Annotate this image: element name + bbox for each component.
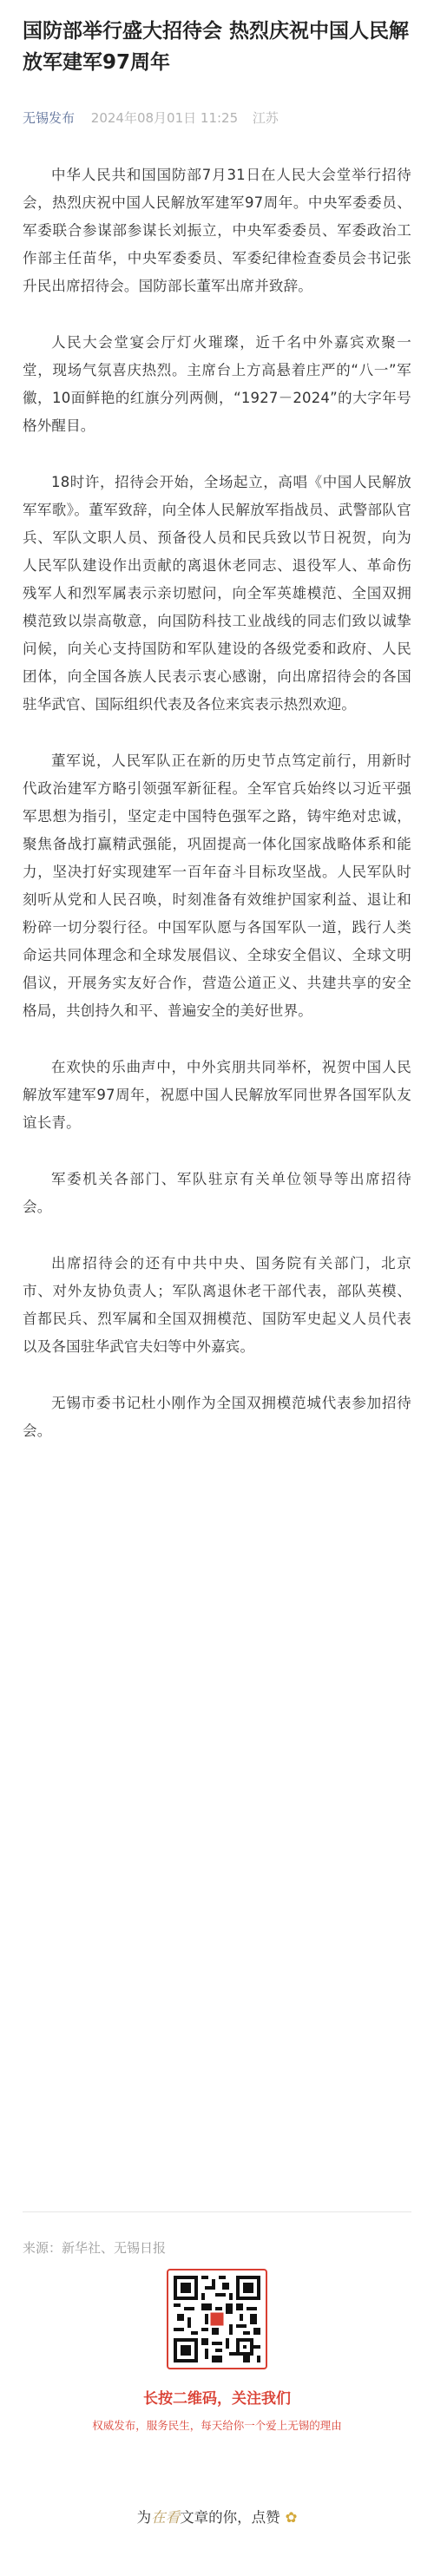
article-paragraph: 中华人民共和国国防部7月31日在人民大会堂举行招待会，热烈庆祝中国人民解放军建军97周年。中央军委委员、军委联合参谋部参谋长刘振立，中央军委委员、军委政治工作部主任苗华，中央军委委员、军委纪律检查委员会书记张升民出席招待会。国防部长董军出席并致辞。	[23, 167, 411, 294]
article-paragraph: 在欢快的乐曲声中，中外宾朋共同举杯，祝贺中国人民解放军建军97周年，祝愿中国人民解放军同世界各国军队友谊长青。	[23, 1059, 411, 1131]
footer-suffix: 文章的你，点赞	[180, 2509, 280, 2526]
article-paragraph: 人民大会堂宴会厅灯火璀璨，近千名中外嘉宾欢聚一堂，现场气氛喜庆热烈。主席台上方高悬着庄严的“八一”军徽，10面鲜艳的红旗分列两侧，“1927－2024”的大字年号格外醒目。	[23, 334, 411, 434]
article-title: 国防部举行盛大招待会 热烈庆祝中国人民解放军建军97周年	[23, 20, 410, 74]
publish-datetime: 2024年08月01日 11:25	[90, 110, 239, 126]
article-paragraph: 无锡市委书记杜小刚作为全国双拥模范城代表参加招待会。	[23, 1395, 411, 1439]
qr-code-icon[interactable]	[174, 2276, 260, 2362]
publish-location: 江苏	[252, 110, 279, 126]
footer-highlight: 在看	[151, 2509, 181, 2526]
qr-follow-prompt: 长按二维码，关注我们	[143, 2390, 291, 2408]
article-paragraph: 18时许，招待会开始，全场起立，高唱《中国人民解放军军歌》。董军致辞，向全体人民解放军指战员、武警部队官兵、军队文职人员、预备役人员和民兵致以节日祝贺，向为人民军队建设作出贡献的离退休老同志、退役军人、革命伤残军人和烈军属表示亲切慰问，向全军英雄模范、全国双拥模范致以崇高敬意，向国防科技工业战线的同志们致以诚挚问候，向关心支持国防和军队建设的各级党委和政府、人民团体，向全国各族人民表示衷心感谢，向出席招待会的各国驻华武官、国际组织代表及各位来宾表示热烈欢迎。	[23, 474, 411, 713]
article-paragraph: 出席招待会的还有中共中央、国务院有关部门，北京市、对外友协负责人；军队离退休老干部代表，部队英模、首都民兵、烈军属和全国双拥模范、国防军史起义人员代表以及各国驻华武官夫妇等中外嘉宾。	[23, 1255, 411, 1355]
article-meta	[23, 109, 413, 127]
article-paragraph: 董军说，人民军队正在新的历史节点笃定前行，用新时代政治建军方略引领强军新征程。全军官兵始终以习近平强军思想为指引，坚定走中国特色强军之路，铸牢绝对忠诚，聚焦备战打赢精武强能，巩固提高一体化国家战略体系和能力，坚决打好实现建军一百年奋斗目标攻坚战。人民军队时刻听从党和人民召唤，时刻准备有效维护国家利益、退让和粉碎一切分裂行径。中国军队愿与各国军队一道，践行人类命运共同体理念和全球发展倡议、全球安全倡议、全球文明倡议，开展务实友好合作，营造公道正义、共建共享的安全格局，共创持久和平、普遍安全的美好世界。	[23, 752, 411, 1019]
footer-prefix: 为	[136, 2509, 152, 2526]
flower-icon: ✿	[285, 2509, 298, 2526]
qr-slogan: 权威发布，服务民生，每天给你一个爱上无锡的理由	[92, 2419, 342, 2432]
article-body	[23, 161, 411, 1474]
account-name-link[interactable]: 无锡发布	[23, 110, 76, 126]
article-source: 来源：新华社、无锡日报	[23, 2240, 167, 2256]
qr-code-frame[interactable]	[167, 2269, 267, 2369]
source-divider	[23, 2211, 411, 2212]
article-paragraph: 军委机关各部门、军队驻京有关单位领导等出席招待会。	[23, 1171, 411, 1215]
footer-like-prompt	[0, 2507, 434, 2529]
